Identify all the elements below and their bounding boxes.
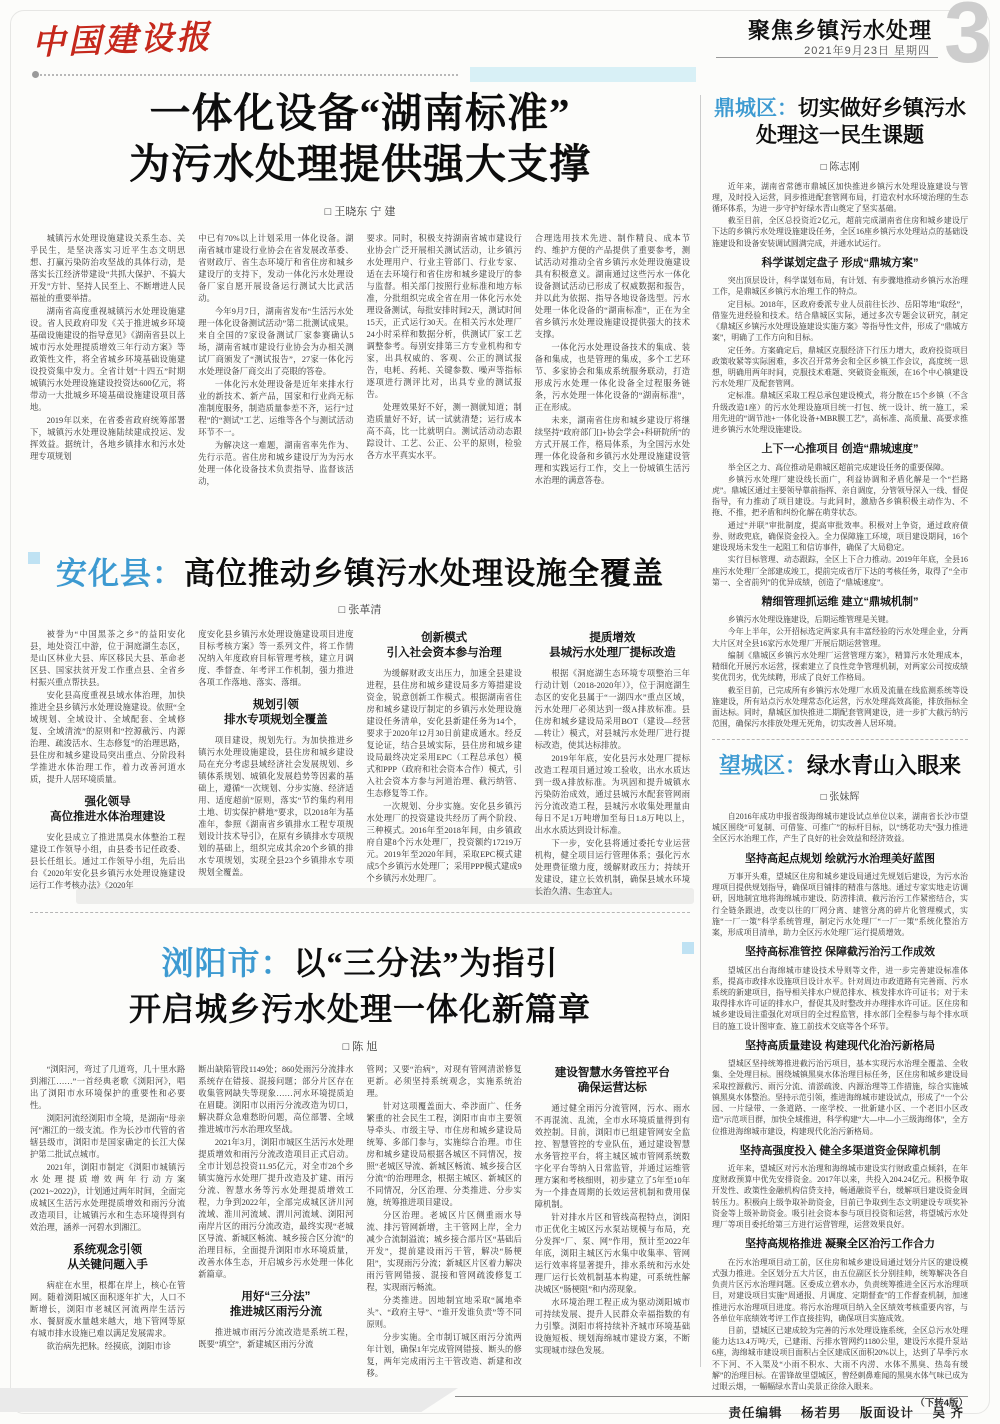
subhead: 坚持高起点规划 绘就污水治理美好蓝图 <box>744 852 936 865</box>
paragraph: 乡镇污水处理厂建设线长面广，利益协调和矛盾化解是一个“拦路虎”。鼎城区通过主要领导靠前指挥、亲自调度，分管领导深入一线、督促指导，有力推动了项目建设。与此同时，激励各乡镇积极主动作为、不拖、不推，把矛盾和纠纷化解在萌芽状态。 <box>712 474 969 518</box>
page-number: 3 <box>944 0 992 81</box>
subhead: 用好“三分法” 推进城区雨污分流 <box>229 1291 322 1319</box>
paragraph: 目前，望城区已建成较为完善的污水处理设施系统，全区总污水处理能力达13.4万吨/天，已建雨、污排水管网约1180公里，建设污水提升泵站6座，海绵城市建设项目面积占全区建成区面积20%以上，达到了旱季污水不下河、不入渠及“小雨不积水、大雨不内涝、水体不黑臭、热岛有缓解”的治理目标。在雷锋故里望城区，曾经刺鼻难闻的黑臭水体气味已成为过眼云烟，一幅幅绿水青山美景正徐徐入眼来。 <box>712 1325 969 1392</box>
main-headline-line2: 为污水处理提供强大支撑 <box>129 141 591 188</box>
byline: □ 陈志刚 <box>820 161 860 173</box>
subhead: 提质增效 县城污水处理厂提标改造 <box>549 632 676 659</box>
paragraph: 2021年3月，浏阳市城区生活污水处理提质增效和雨污分流改造项目正式启动。全市计划总投资11.95亿元，对全市28个乡镇实施污水处理厂提升改造及扩建、雨污分流、智慧水务等污水处理提质增效工程，力争到2022年，全部完成城区济川河流域、淮川河流域、渭川河流域、浏阳河南岸片区的雨污分流改造，最终实现“老城区导流、新城区畅流、城乡接合区分流”的治理目标，全面提升浏阳市水环境质量，改善水体生态，开启城乡污水处理一体化新篇章。 <box>198 1138 354 1280</box>
paragraph: 定任务。方案确定后，鼎城区克服经济下行压力增大，政府投资项目政策收紧等实际困难，多次召开常务会和全区乡镇工作会议，高度统一思想，明确用两年时间，克服技术难题、突破资金瓶颈，在16个中心镇建设污水处理厂及配套管网。 <box>712 345 968 389</box>
dotted-separator <box>40 74 458 76</box>
subhead: 系统观念引领 从关键问题入手 <box>67 1244 148 1272</box>
liuyang-headline-prefix: 浏阳市： <box>161 945 294 981</box>
subhead: 创新模式 引入社会资本参与治理 <box>386 632 502 659</box>
subhead: 坚持高强度投入 健全多渠道资金保障机制 <box>739 1144 941 1157</box>
paragraph: 针对这项覆盖面大、牵涉面广、任务繁重的社会民生工程，浏阳市由市主要领导牵头、市级主导、市住房和城乡建设局统筹、多部门参与，实施综合治理。市住房和城乡建设局根据各城区不同情况，按照“老城区导流、新城区畅流、城乡接合区分流”的治理理念，根据主城区、新城区的不同情况，分区治理、分类推进、分步实施，统筹推进项目建设。 <box>366 1102 522 1208</box>
paragraph: 举全区之力、高位推动是鼎城区超前完成建设任务的重要保障。 <box>727 462 949 472</box>
paragraph: 断出缺陷管段1149处；860处雨污分流排水系统存在错接、混接问题；部分片区存在收集管网缺失等现象……河水环境提质迫在眉睫。浏阳市以雨污分流改造为切口，解决群众急难愁盼问题，高位部署、全域推进城市污水治理攻坚战。 <box>198 1065 354 1135</box>
paragraph: 湖南省高度重视城镇污水处理设施建设。省人民政府印发《关于推进城乡环境基础设施建设的指导意见》《湖南省县以上城市污水处理提质增效三年行动方案》等政策性文件，将全省城乡环境基础设施建设投资集中发力。全省计划“十四五”时期城镇污水处理设施建设投资达600亿元，将带动一大批城乡环境基础设施建设项目落地。 <box>30 306 186 412</box>
paragraph: 管网；又要“治病”，对现有管网清淤修复更新。必须坚持系统观念，实施系统治理。 <box>366 1065 522 1099</box>
paragraph: 城镇污水处理设施建设关系生态、关乎民生，是坚决落实习近平生态文明思想、打赢污染防治攻坚战的具体行动，是落实长江经济带建设“共抓大保护、不搞大开发”方针、坚持人民至上、不断增进人民福祉的重要举措。 <box>30 233 186 303</box>
paragraph: 通过“并联”审批制度，提高审批效率。积极对上争资，通过政府债券、财政兜底，确保资金投入。全力保障施工环境，项目建设期间，16个建设现场未发生一起阻工和信访事件，确保了大局稳定。 <box>712 520 968 553</box>
paragraph: 通过健全雨污分流管网，污水、雨水不再混流、乱流，全市水环境质量得到有效控制。目前，浏阳市已组建管网安全监控、智慧管控的专业队伍，通过建设智慧水务管控平台，将主城区城市管网系统数字化平台等纳入日常监管，并通过运维管理方案和考核细则，初步建立了5年至10年为一个排查周期的长效运营机制和费用保障机制。 <box>534 1103 690 1209</box>
issue-date: 2021年9月23日 星期四 <box>804 45 930 57</box>
paragraph: 安化县成立了推进黑臭水体整治工程建设工作领导小组，由县委书记任政委、县长任组长。通过工作领导小组，先后出台《2020年安化县乡镇污水处理设施建设运行工作考核办法》《2020年 <box>30 833 186 891</box>
liuyang-headline-line1: 浏阳市：以“三分法”为指引 <box>161 945 559 981</box>
paragraph: 一体化污水处理设备技术的集成、装备和集成，也是管理的集成，多个工艺环节、多家协会和集成系统服务联动，打造形成污水处理一体化设备全过程服务链条，污水处理一体化设备的“湖南标准”，正在形成。 <box>534 342 690 412</box>
text-column <box>367 1064 522 1382</box>
paragraph: 根据《洞庭湖生态环境专项整治三年行动计划（2018-2020年）》，位于洞庭湖生态区的安化县属于“一湖四水”重点区域，污水处理厂必须达到一级A排放标准。县住房和城乡建设局采用BOT（建设—经营—转让）模式，对县城污水处理厂进行提标改造，使其达标排放。 <box>534 668 690 750</box>
paragraph: 一体化污水处理设备是近年来排水行业的新技术、新产品，国家和行业尚无标准制度服务，制造质量参差不齐，运行“过程”的“测试”工艺、运维等各个与测试活动环节不一。 <box>198 379 354 437</box>
paragraph: 编制《鼎城区乡镇污水处理厂运营管理方案》，精算污水处理成本，精细化开展污水运营，探索建立了良性竞争管理机制，对两家公司按成绩奖优罚劣，优先续聘，形成了良好工作格局。 <box>712 650 968 683</box>
paragraph: 今年9月7日，湖南省发布“生活污水处理一体化设备测试活动”第二批测试成果。来自全国的7家设备测试厂家参赛确认5场，湖南省城市建设行业协会为办相关测试厂商颁发了“测试报告”，27家一体化污水处理设备厂商交出了亮眼的答卷。 <box>198 306 354 376</box>
editor-name: 杨若男 <box>801 1406 842 1420</box>
paragraph: 未来，湖南省住房和城乡建设厅将继续坚持“政府部门[]+协会学会+科研院所”的方式开展工作，格局体系，为全国污水处理一体化设备和乡镇污水处理设施建设管理和实践运行工作，交上一份城镇生活污水治理的满意答卷。 <box>534 415 690 485</box>
text-column <box>30 233 185 517</box>
paragraph: 为解决这一难题，湖南省率先作为、先行示范。省住房和城乡建设厅为为污水处理一体化设备技术负责指导、监督该活动， <box>198 440 354 486</box>
paragraph: 截至目前，已完成所有乡镇污水处理厂水质及流量在线监测系统等设施建设，所有站点污水处理常态化运营，污水处理高效高能，排放指标全面达标。同时，鼎城区加快推进二期配套管网建设，进一步扩大截污纳污范围，确保污水排放处理无死角，切实改善人居环境。 <box>712 685 968 729</box>
paragraph: 要求。同时，积极支持湖南省城市建设行业协会广泛开展相关测试活动，让乡镇污水处理用户、行业主管部门、行业专家、适在去环境行和省住房和城乡建设厅的参与监督。相关部门按照行业标准和地方标准，分批组织完成全省在用一体化污水处理设备测试，每批安排时间2天，测试时间15天，正式运行30天。在相关污水处理厂24小时采样和数据分析，供测试厂家工艺调整参考。每别安排第三方专业机构和专家，出具权威的、客观、公正的测试报告，电耗、药耗、关键参数、噪声等指标逐项进行测评比对，出具专业的测试报告。 <box>366 233 522 399</box>
paragraph: 欲治病先把脉。经摸底，浏阳市诊 <box>46 1342 172 1352</box>
text-column <box>535 629 690 897</box>
paragraph: 病症在水里，根都在岸上，核心在管网。随着浏阳城区面积逐年扩大，人口不断增长，浏阳市老城区河流两岸生活污水、餐厨废水量越来越大，地下管网等原有城市排水设施已难以满足发展需求。 <box>30 1281 186 1339</box>
text-column <box>367 629 522 897</box>
article-hunan-standard <box>30 88 690 517</box>
paragraph: 中已有70%以上计划采用一体化设备。湖南省城市建设行业协会在省发展改革委、省财政厅、省生态环境厅和省住房和城乡建设厅的支持下，发动一体化污水处理设备厂家自愿开展设备运行测试大比武活动。 <box>198 233 354 303</box>
editor-label: 责任编辑 <box>728 1406 783 1420</box>
subhead: 精细管理抓运维 建立“鼎城机制” <box>761 595 919 608</box>
dingcheng-headline-prefix: 鼎城区： <box>714 97 798 120</box>
anhua-headline-text: 高位推动乡镇污水处理设施全覆盖 <box>184 556 664 591</box>
paragraph: 针对排水片区和管线高程特点，浏阳市正优化主城区污水泵站规模与布局，充分发挥“厂、泵、网”作用，预计至2022年年底，浏阳主城区污水集中收集率、管网运行效率将显著提升，排水系统和污水处理厂运行长效机制基本构建，可系统性解决城区“肠梗阻”和内涝现象。 <box>534 1213 690 1295</box>
text-column <box>198 1064 353 1382</box>
article-liuyang <box>30 938 690 1382</box>
text-column <box>535 1064 690 1382</box>
paragraph: 水环境治理工程正成为驱动浏阳城市可持续发展、提升人民群众幸福指数的有力引擎。浏阳市将持续补齐城市环境基础设施短板、规划海绵城市建设方案，不断实现城市绿色发展。 <box>534 1298 690 1356</box>
paragraph: 为缓解财政支出压力，加速全县建设进程，县住房和城乡建设局多方筹措建设资金，锐意创新工作模式。根据湖南省住房和城乡建设厅制定的乡镇污水处理设施建设任务清单，安化县新建任务为14个，要求于2020年12月30日前建成通水。经反复论证，结合县域实际，县住房和城乡建设局最终决定采用EPC（工程总承包）模式和PPP（政府和社会资本合作）模式，引入社会资本方参与河道治理、截污纳管、生态修复等工作。 <box>366 668 522 799</box>
decor-bottom-band <box>0 1388 458 1412</box>
subhead: 建设智慧水务管控平台 确保运营达标 <box>554 1067 670 1094</box>
paragraph: 定标准。鼎城区采取工程总承包建设模式，将分散在15个乡镇（不含升级改造1座）的污水处理设施项目统一打包、统一设计、统一施工，采用先进的“调节池+一体化设备+MBR膜工艺”，高标准、高质量、高要求推进乡镇污水处理设施建设。 <box>712 391 968 435</box>
paragraph: 在污水治理项目动工前，区住房和城乡建设局通过划分片区的建设模式强力推进。全区划分五大片区，由五位副区长分别挂帅，统筹解决各自负责片区污水治理问题。区委成立碧水办，负责统筹推进全区污水治理项目，对建设项目实施“周通报、月调度、定期督查”的工作督查机制，加速推进污水治理项目进度。将污水治理项目纳入全区绩效考核重要内容，与各单位年底绩效考评工作直接挂钩，确保项目实施成效。 <box>712 1257 968 1323</box>
section-dashed-divider <box>30 912 690 913</box>
subhead: 科学谋划定盘子 形成“鼎城方案” <box>761 256 919 269</box>
designer-name: 吴 齐 <box>932 1406 964 1420</box>
paragraph: 2019年年底，安化县污水处理厂提标改造工程项目通过竣工验收，出水水质达到一级A排放标准。为巩固和提升城镇水污染防治成效，通过县城污水配套管网雨污分流改造工程，县城污水收集处理量由每日不足1万吨增加至每日1.8万吨以上，出水水质达到设计标准。 <box>534 753 690 836</box>
decor-cyan-bar <box>470 67 696 82</box>
liuyang-headline-line2: 开启城乡污水处理一体化新篇章 <box>128 991 591 1027</box>
text-column <box>198 629 353 897</box>
paragraph: “浏阳河，弯过了几道弯，几十里水路到湘江……”一首经典老歌《浏阳河》，唱出了浏阳市水环境保护的重要性和必要性。 <box>30 1065 186 1111</box>
column-divider <box>700 95 701 1367</box>
anhua-headline <box>30 548 690 593</box>
right-dashed-divider <box>712 739 968 740</box>
paragraph: 分步实施。全市制订城区雨污分流两年计划，确保1年完成管网错接、断头的修复，两年完成雨污主干管改造、新建和改移。 <box>366 1333 522 1379</box>
paragraph: 万事开头难，望城区住房和城乡建设局通过先规划后建设，为污水治理项目提供规划指导，确保项目铺排的精准与落地。通过专家实地走访调研，因地制宜地将海绵城市建设、防涝排渍、截污治污工作紧密结合，实行全链条跟进，改变以往的厂网分离、建管分离的碎片化管理模式，实施“一厂一策”科学系统管理，制定污水处理厂“一厂一策”系统化整治方案，形成项目清单，助力全区污水处理厂运行提质增效。 <box>712 872 968 938</box>
paragraph: 乡镇污水处理设施建设，后期运维管理是关键。 <box>727 615 894 625</box>
byline: □ 陈 旭 <box>342 1041 378 1053</box>
paragraph: 实行目标管理、动态跟踪，全区上下合力推动。2019年年底，全县16座污水处理厂全部建成竣工，提前完成省厅下达的考核任务，取得了“全市第一、全省前列”的优异成绩，创造了“鼎城速度”。 <box>712 555 969 587</box>
subhead: 坚持高质量建设 构建现代化治污新格局 <box>744 1039 936 1052</box>
paragraph: 今年上半年，公开招标选定两家具有丰富经验的污水处理企业，分两大片区对全县16家污水处理厂开展后期运营管理。 <box>712 627 968 648</box>
byline: □ 王晓东 宁 建 <box>324 205 396 218</box>
paragraph: 处理效果好不好，测一测就知道；制造质量好不好，试一试就清楚；运行成本高不高，比一比就明白。测试活动动态跟踪设计、工艺、公正、公平的原则，检验各方水平真实水平。 <box>366 402 522 460</box>
text-column <box>30 1064 185 1382</box>
newspaper-logo: 中国建设报 <box>31 16 213 63</box>
paragraph: 截至目前，全区总投资近2亿元，超前完成湖南省住房和城乡建设厅下达的乡镇污水处理设施建设任务，全区16座乡镇污水处理站点的基础设施建设和设备安装调试圆满完成，并通水试运行。 <box>712 216 968 248</box>
paragraph: 定目标。2018年，区政府委派专业人员前往长沙、岳阳等地“取经”，借鉴先进经验和技术。结合鼎城区实际，通过多次专题会议研究，制定《鼎城区乡镇污水处理设施建设实施方案》等指导性文件，形成了“鼎城方案”，明确了工作方向和目标。 <box>712 299 969 343</box>
paragraph: 分类推进。因地制宜地采取“属地牵头”、“政府主导”、“谁开发谁负责”等不同原则。 <box>366 1296 522 1330</box>
text-column <box>367 233 522 517</box>
right-column <box>712 95 968 1409</box>
paragraph: 浏阳河流经浏阳市全境，是湖南“母亲河”湘江的一级支流。作为长沙市代管的省辖县级市，浏阳市是国家确定的长江大保护第二批试点城市。 <box>30 1114 186 1160</box>
paragraph: 望城区坚持统筹推进截污治污项目，基本实现污水治理全覆盖、全收集、全处理目标。围绕城镇黑臭水体治理目标任务，区住房和城乡建设局采取控源截污、雨污分流、清淤疏浚、内源治理等工作措施，综合实施城镇黑臭水体整治。坚持示范引领，推进海绵城市建设试点，形成了“一个公园、一片绿带、一条道路、一座学校、一批新建小区、一个老旧小区改造”示范项目群，加快全域推进，科学构建“大—中—小三级海绵体”，全方位推进海绵城市建设，构建现代化治污新格局。 <box>712 1059 969 1136</box>
paragraph: 分区治理。老城区片区侧重雨水导流、排污管网新增，主干管网上岸，全力减少合流制溢流；城乡接合部片区“基础后开发”，提前建设雨污干管，解决“肠梗阻”，实现雨污分流；新城区片区着力解决雨污管网错接、混接和管网疏浚修复工程，实现雨污畅流。 <box>366 1211 522 1293</box>
paragraph: 一次规划、分步实施。安化县乡镇污水处理厂的投资建设共经历了两个阶段、三种模式。2016年至2018年间，由乡镇政府自建8个污水处理厂，投资额约17219万元。2019年至2020年间，采取EPC模式建成5个乡镇污水处理厂；采用PPP模式建成9个乡镇污水处理厂。 <box>366 802 522 884</box>
paragraph: 度安化县乡镇污水处理设施建设项目进度目标考核方案》等一系列文件，将工作情况纳入年度政府目标管理考核，建立月调度、季督查、年考评工作机制，强力推进各项工作落地、落实、落细。 <box>198 630 354 688</box>
paragraph: 项目建设，规划先行。为加快推进乡镇污水处理设施建设，县住房和城乡建设局在充分考虑县域经济社会发展规划、乡镇体系规划、城镇化发展趋势等因素的基础上，遵循“一次规划、分步实施、经济适用、适度超前”原则，落实“节约集约利用土地、切实保护耕地”要求，以2018年为基准年，参照《湖南省乡镇排水工程专项规划设计技术导引》，在原有乡镇排水专项规划的基础上，组织完成其余20个乡镇的排水专项规划，实现全县23个乡镇排水专项规划全覆盖。 <box>198 735 354 878</box>
continued-on-page-note: （下转4版） <box>915 1398 968 1410</box>
text-column <box>535 233 690 517</box>
footer-rule <box>455 1396 968 1397</box>
paragraph: 自2016年成功申报省级海绵城市建设试点单位以来，湖南省长沙市望城区围绕“可复制、可借鉴、可推广”的标杆目标，以“绣花功夫”强力推进全区污水治理工作，产生了良好的社会效益和经济效益。 <box>712 812 968 844</box>
byline: □ 张妹辉 <box>820 792 860 804</box>
footer-credits <box>715 1403 964 1421</box>
paragraph: 被誉为“中国黑茶之乡”的益阳安化县，地处资江中游，位于洞庭湖生态区，是山区林业大县、库区移民大县、革命老区县、国家扶贫开发工作重点县、全省乡村振兴重点帮扶县。 <box>30 630 186 688</box>
subhead: 坚持高标准管控 保障截污治污工作成效 <box>744 946 936 959</box>
anhua-headline-prefix: 安化县： <box>56 556 184 591</box>
paragraph: 2021年，浏阳市制定《浏阳市城镇污水处理提质增效两年行动方案(2021~2022)》，计划通过两年时间，全面完成城区生活污水处理提质增效和雨污分流改造项目，让城镇污水和生态环境得到有效治理，涵养一河碧水到湘江。 <box>30 1163 186 1233</box>
paragraph: 下一步，安化县将通过委托专业运营机构，健全项目运行管理体系；强化污水处理费征缴力度，缓解财政压力；持续开发建设，建立长效机制，确保县域水环境长治久清、生态宜人。 <box>534 839 690 897</box>
byline: □ 张革清 <box>338 604 382 616</box>
paragraph: 突出顶层设计，科学谋划布局，有计划、有步骤地推动乡镇污水治理工作，是鼎城区乡镇污水治理工作的特点。 <box>712 276 968 297</box>
wangcheng-headline-prefix: 望城区： <box>718 753 807 779</box>
wangcheng-headline: 望城区：绿水青山入眼来 <box>718 753 962 779</box>
subhead: 坚持高规格推进 凝聚全区治污工作合力 <box>744 1238 936 1251</box>
design-label: 版面设计 <box>860 1406 915 1420</box>
article-anhua <box>30 548 690 897</box>
text-column <box>198 233 353 517</box>
paragraph: 合理选用技术先进、制作精良、成本节约、维护方便的产品提供了重要参考，测试活动对推动全省乡镇污水处理设施建设具有积极意义。湖南通过这些污水一体化设备测试活动已形成了权威数据和报告，并以此为依据、指导各地设备选型。污水处理一体化设备的“湖南标准”，正在为全省乡镇污水处理设施建设提供强大的技术支撑。 <box>534 233 690 339</box>
header-rule <box>716 57 938 58</box>
subhead: 上下一心推项目 创造“鼎城速度” <box>761 443 919 456</box>
dingcheng-headline-line1: 鼎城区：切实做好乡镇污水 <box>714 96 966 120</box>
subhead: 强化领导 高位推进水体治理建设 <box>50 796 166 824</box>
main-headline-line1: 一体化设备“湖南标准” <box>149 90 571 136</box>
paragraph: 望城区出台海绵城市建设技术导则等文件，进一步完善建设标准体系，提高市政排水设施项目设计水平。针对周边市政道路有完善雨、污水系统的新建项目，指导相关排水户规范排水、核发排水许可证书；对于未取得排水许可证的排水户，督促其及时整改并办理排水许可证。区住房和城乡建设局注重强化对项目的全过程监管，排水部门全程参与每个排水项目的施工设计图审查、施工前技术交底等各个环节。 <box>712 965 968 1031</box>
section-topic: 聚焦乡镇污水处理 <box>747 18 932 43</box>
dingcheng-headline-line2: 处理这一民生课题 <box>756 123 924 148</box>
paragraph: 2019年以来，在省委省政府统筹部署下，城镇污水处理设施陆续建成投运、发挥效益。据统计，各地乡镇排水和污水处理专项规划 <box>30 415 186 461</box>
article-dingcheng <box>712 95 968 729</box>
paragraph: 推进城市雨污分流改造是系统工程，既要“填空”，新建城区雨污分流 <box>198 1328 354 1350</box>
article-wangcheng <box>712 752 968 1409</box>
paragraph: 近年来，望城区对污水治理和海绵城市建设实行财政重点倾斜，在年度财政预算中优先安排资金。2017年以来，共投入204.24亿元。积极争取开发性、政策性金融机构信贷支持，畅通融资平台，缓解项目建设资金周转压力。积极向上级争取补助资金，目前已争取到生态文明建设专项奖补资金等上级补助资金。吸引社会资本参与项目投资和运营，将望城污水处理厂等项目委托给第三方进行运营管理，运营效果良好。 <box>712 1164 968 1230</box>
paragraph: 安化县高度重视县域水体治理，加快推进全县乡镇污水处理设施建设。依照“全域规划、全域设计、全域配套、全域修复、全域清流”的原则和“控源截污、内源治理、疏浚活水、生态修复”的治理思路，县住房和城乡建设局突出重点、分阶段科学推进水体治理工作，着力改善河道水质，提升人居环境质量。 <box>30 691 186 785</box>
text-column <box>30 629 185 897</box>
subhead: 规划引领 排水专项规划全覆盖 <box>224 699 328 727</box>
paragraph: 近年来，湖南省常德市鼎城区加快推进乡镇污水处理设施建设与管理，及时投入运营，同步推进配套管网布局，打造农村水环境治理的生态循环体系，为进一步守护好绿水青山奠定了坚实基础。 <box>712 181 968 214</box>
